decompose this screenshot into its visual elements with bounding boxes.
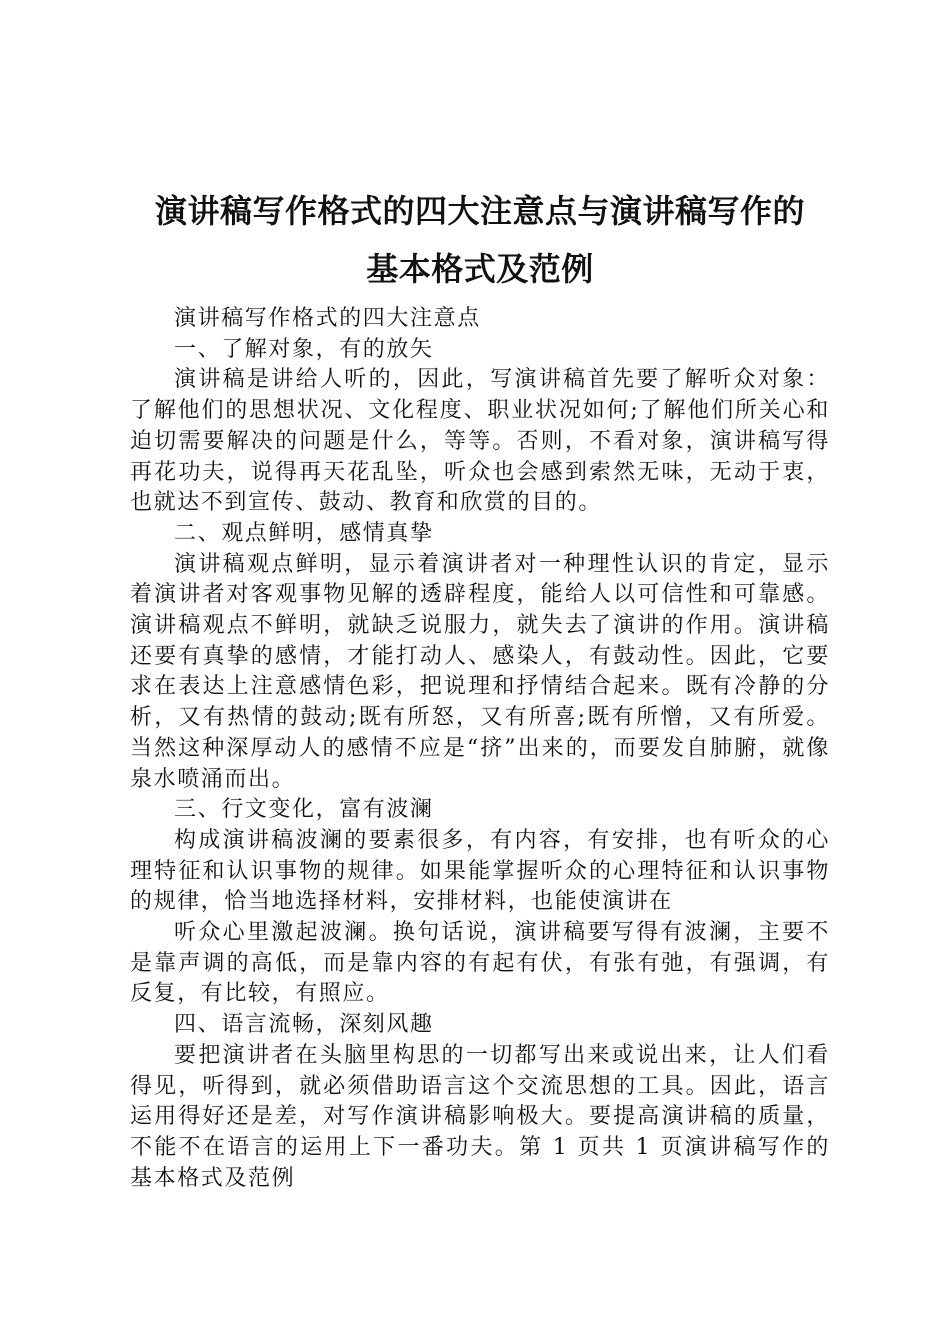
title-line-2: 基本格式及范例 (366, 250, 594, 288)
document-body (130, 304, 830, 1194)
section-2-paragraph-1: 演讲稿观点鲜明，显示着演讲者对一种理性认识的肯定，显示着演讲者对客观事物见解的透辟程度，能给人以可信性和可靠感。演讲稿观点不鲜明，就缺乏说服力，就失去了演讲的作用。演讲稿还要有真挚的感情，才能打动人、感染人，有鼓动性。因此，它要求在表达上注意感情色彩，把说理和抒情结合起来。既有冷静的分析，又有热情的鼓动;既有所怒，又有所喜;既有所憎，又有所爱。当然这种深厚动人的感情不应是“挤”出来的，而要发自肺腑，就像泉水喷涌而出。 (130, 551, 830, 792)
section-heading-4: 四、语言流畅，深刻风趣 (174, 1012, 434, 1038)
section-heading-1: 一、了解对象，有的放矢 (174, 336, 434, 362)
section-1-paragraph-1: 演讲稿是讲给人听的，因此，写演讲稿首先要了解听众对象：了解他们的思想状况、文化程度、职业状况如何;了解他们所关心和迫切需要解决的问题是什么，等等。否则，不看对象，演讲稿写得再花功夫，说得再天花乱坠，听众也会感到索然无味，无动于衷，也就达不到宣传、鼓动、教育和欣赏的目的。 (130, 367, 830, 516)
section-3-paragraph-1: 构成演讲稿波澜的要素很多，有内容，有安排，也有听众的心理特征和认识事物的规律。如果能掌握听众的心理特征和认识事物的规律，恰当地选择材料，安排材料，也能使演讲在 (130, 827, 830, 915)
section-3-paragraph-2: 听众心里激起波澜。换句话说，演讲稿要写得有波澜，主要不是靠声调的高低，而是靠内容的有起有伏，有张有弛，有强调，有反复，有比较，有照应。 (130, 920, 830, 1007)
section-heading-3: 三、行文变化，富有波澜 (174, 797, 434, 823)
section-heading-2: 二、观点鲜明，感情真挚 (174, 520, 434, 546)
document-title (130, 182, 830, 298)
document-page (130, 182, 830, 1194)
title-line-1: 演讲稿写作格式的四大注意点与演讲稿写作的 (154, 192, 805, 230)
section-4-paragraph-1: 要把演讲者在头脑里构思的一切都写出来或说出来，让人们看得见，听得到，就必须借助语言这个交流思想的工具。因此，语言运用得好还是差，对写作演讲稿影响极大。要提高演讲稿的质量，不能不在语言的运用上下一番功夫。第 1 页共 1 页演讲稿写作的基本格式及范例 (130, 1042, 830, 1191)
intro-heading: 演讲稿写作格式的四大注意点 (174, 306, 481, 331)
